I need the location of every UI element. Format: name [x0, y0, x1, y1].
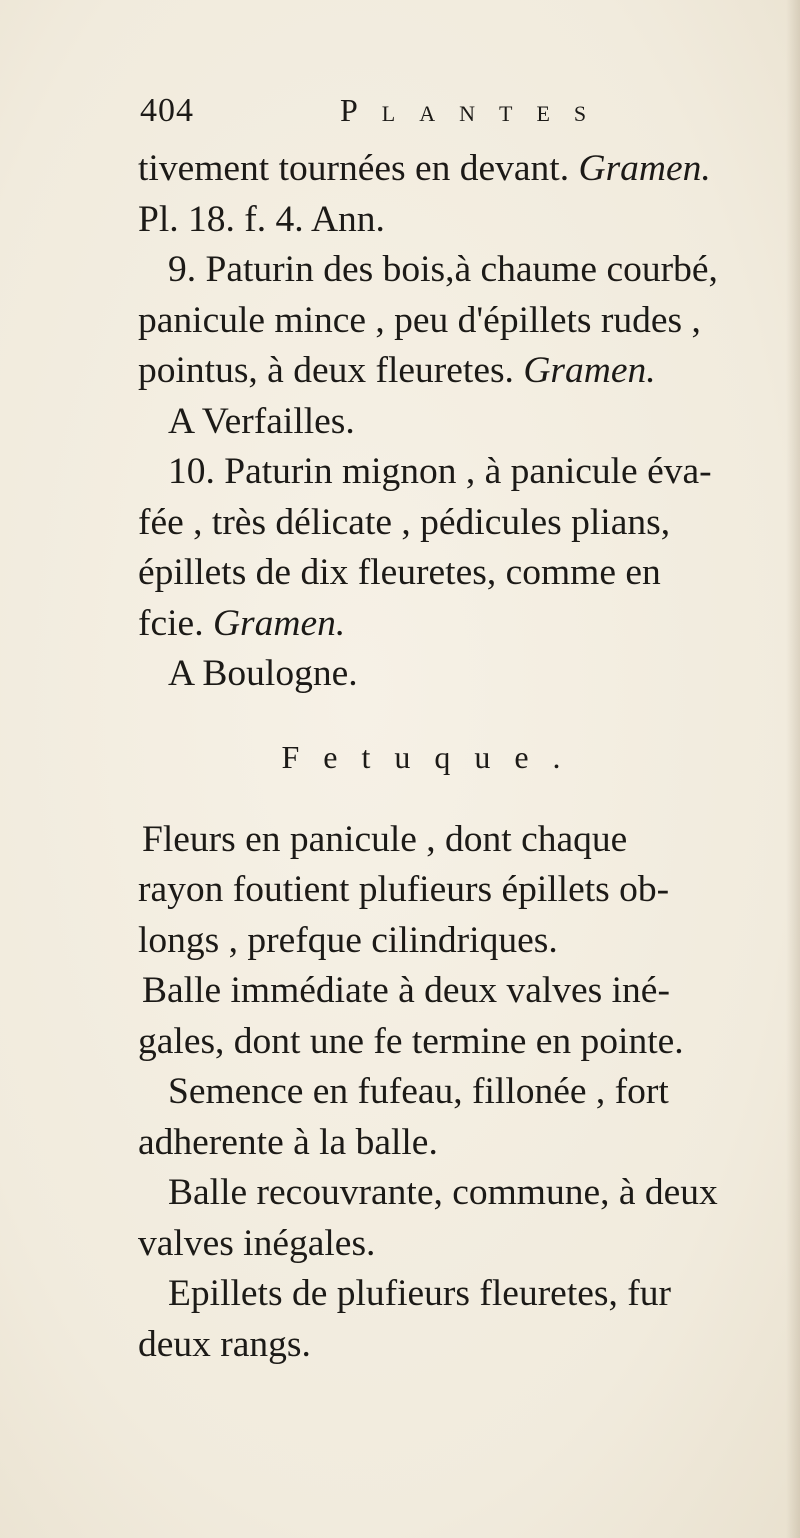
text-line: Fleurs en panicule , dont chaque	[142, 818, 628, 860]
text-line: épillets de dix fleuretes, comme en	[138, 552, 661, 593]
entry-10-start: 10. Paturin mignon , à panicule éva-	[168, 451, 712, 492]
text-line: rayon foutient plufieurs épillets ob-	[138, 869, 670, 910]
locality-line: A Verfailles.	[168, 400, 355, 442]
running-head: Plantes	[340, 92, 611, 128]
text-line: panicule mince , peu d'épillets rudes ,	[138, 299, 701, 341]
page-edge-shadow	[786, 0, 800, 1538]
page-body	[138, 144, 788, 1370]
text-line	[138, 599, 788, 650]
text-line: Pl. 18. f. 4. Ann.	[138, 198, 385, 240]
section-gap	[138, 700, 788, 720]
text-line: Balle immédiate à deux valves iné-	[142, 970, 670, 1011]
text-line: Epillets de plufieurs fleuretes, fur	[168, 1273, 671, 1314]
text-segment: tivement tournées en devant.	[138, 148, 570, 189]
page-header	[140, 92, 660, 136]
text-line: adherente à la balle.	[138, 1121, 438, 1163]
text-line	[138, 346, 788, 397]
text-line: Semence en fufeau, fillonée , fort	[168, 1071, 669, 1112]
text-line	[138, 144, 788, 195]
text-line: gales, dont une fe termine en pointe.	[138, 1020, 684, 1062]
entry-9-start: 9. Paturin des bois,à chaume courbé,	[168, 249, 718, 290]
text-line: longs , prefque cilindriques.	[138, 919, 558, 961]
text-line: fée , très délicate , pédicules plians,	[138, 501, 671, 543]
text-segment: pointus, à deux fleuretes.	[138, 350, 514, 391]
genus-name: Gramen.	[578, 148, 711, 189]
genus-name: Gramen.	[523, 350, 656, 391]
page-number: 404	[140, 92, 194, 129]
text-line: valves inégales.	[138, 1222, 376, 1264]
text-line: deux rangs.	[138, 1323, 311, 1365]
locality-line: A Boulogne.	[168, 653, 358, 694]
section-title: Fetuque.	[281, 738, 585, 775]
text-segment: fcie.	[138, 602, 204, 644]
genus-name: Gramen.	[212, 602, 346, 644]
text-line: Balle recouvrante, commune, à deux	[168, 1172, 718, 1213]
section-gap	[138, 795, 788, 815]
